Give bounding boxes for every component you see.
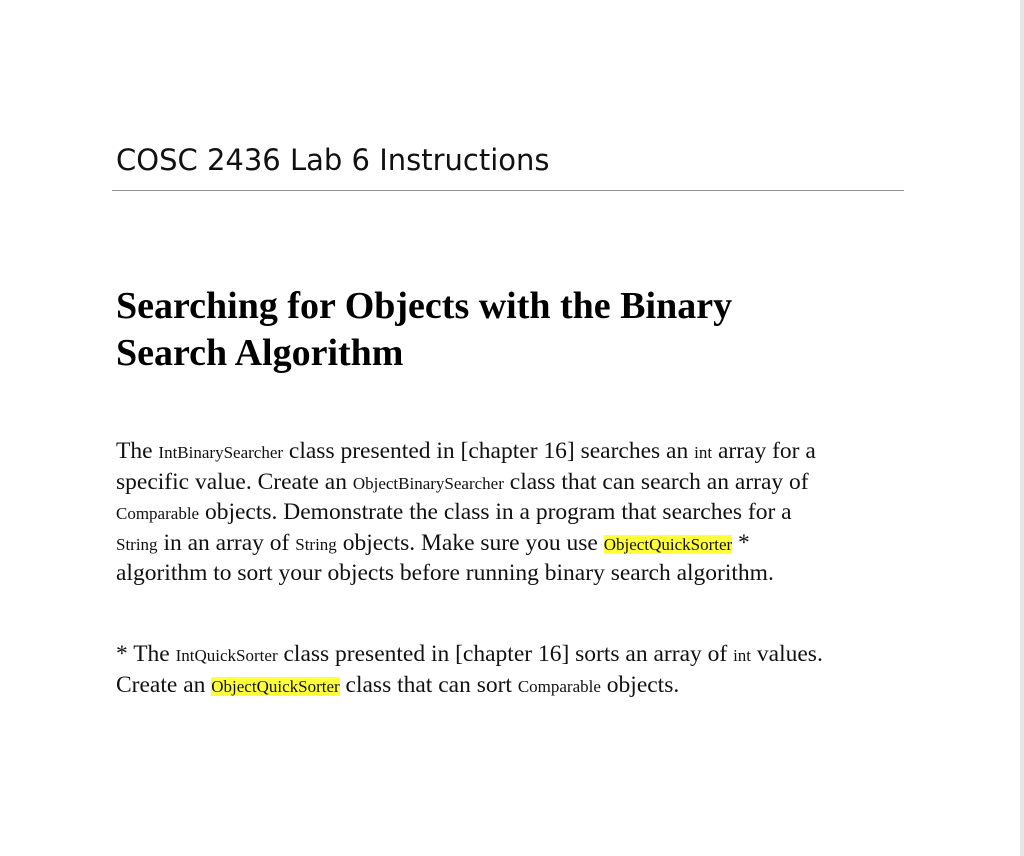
type-name-comparable: Comparable	[517, 676, 601, 696]
type-name-int: int	[694, 443, 713, 462]
type-name-string: String	[116, 534, 158, 554]
section-heading-line-1: Searching for Objects with the Binary	[116, 285, 733, 327]
paragraph-text: Create an	[116, 671, 212, 698]
paragraph-text: objects.	[600, 671, 680, 698]
paragraph-text: algorithm to sort your objects before running binary search algorithm.	[116, 560, 774, 586]
paragraph-text: in an array of	[157, 529, 296, 556]
class-name-intquicksorter: IntQuickSorter	[175, 646, 278, 665]
document-title: COSC 2436 Lab 6 Instructions	[116, 143, 550, 177]
paragraph-text: values.	[751, 641, 823, 667]
paragraph-text: class presented in [chapter 16] sorts an array of	[277, 641, 734, 667]
type-name-int: int	[733, 646, 752, 665]
type-name-comparable: Comparable	[116, 504, 200, 523]
footnote-marker: *	[732, 529, 750, 556]
highlighted-class-name-objectquicksorter: ObjectQuickSorter	[211, 676, 340, 696]
paragraph-text: class that can search an array of	[503, 468, 809, 495]
page-edge	[1020, 0, 1024, 856]
paragraph-text: specific value. Create an	[116, 468, 353, 495]
paragraph-text: objects. Make sure you use	[336, 529, 604, 556]
paragraph-text: array for a	[712, 438, 816, 464]
footnote-paragraph	[116, 640, 823, 701]
paragraph-text: * The	[116, 641, 176, 667]
section-heading-line-2: Search Algorithm	[116, 332, 404, 374]
instructions-paragraph	[116, 437, 816, 589]
paragraph-text: The	[116, 438, 159, 464]
highlighted-class-name-objectquicksorter: ObjectQuickSorter	[603, 534, 733, 554]
paragraph-text: class presented in [chapter 16] searches an	[283, 438, 695, 464]
class-name-intbinarysearcher: IntBinarySearcher	[158, 443, 284, 462]
paragraph-text: class that can sort	[339, 671, 518, 698]
section-heading	[116, 283, 876, 377]
paragraph-text: objects. Demonstrate the class in a program that searches for a	[199, 499, 792, 525]
class-name-objectbinarysearcher: ObjectBinarySearcher	[352, 473, 504, 493]
type-name-string: String	[295, 534, 337, 554]
title-divider	[112, 190, 904, 191]
